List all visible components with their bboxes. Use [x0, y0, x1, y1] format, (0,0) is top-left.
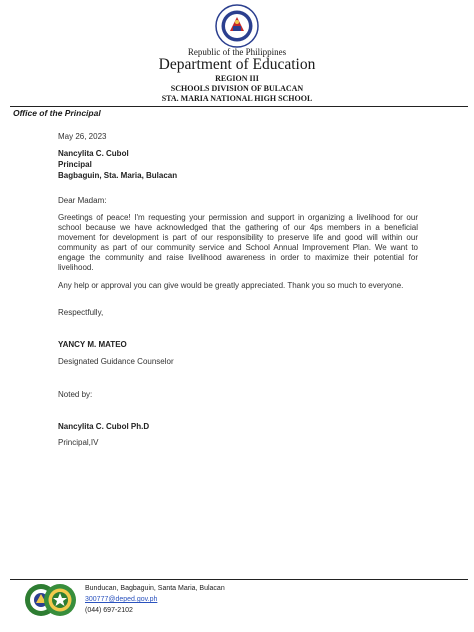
footer-phone: (044) 697-2102: [85, 607, 133, 614]
closing: Respectfully,: [58, 308, 104, 317]
republic-line: Republic of the Philippines: [187, 47, 287, 57]
recipient-address: Bagbaguin, Sta. Maria, Bulacan: [58, 171, 178, 180]
recipient-name: Nancylita C. Cubol: [58, 149, 129, 158]
letter-date: May 26, 2023: [58, 132, 107, 141]
division-line: SCHOOLS DIVISION OF BULACAN: [170, 84, 304, 93]
footer-divider: [10, 579, 468, 580]
deped-seal-icon: [215, 4, 259, 48]
body-paragraph-1: Greetings of peace! I'm requesting your permission and support in organizing a livelihood for our school because we have acknowledged that the gathering of our 4ps members in a beneficial movement for development is part of our responsibility to preserve life and good will within our community as part of our community service and School Annual Improvement Plan. We want to engage the community and raise livelihood awareness in order to maximize their potential for livelihood.: [58, 213, 418, 272]
noted-by-title: Principal,IV: [58, 438, 99, 447]
recipient-title: Principal: [58, 160, 92, 169]
salutation: Dear Madam:: [58, 196, 107, 205]
header-divider: [10, 106, 468, 107]
region-line: REGION III: [215, 74, 259, 83]
signatory-title: Designated Guidance Counselor: [58, 357, 174, 366]
noted-by-label: Noted by:: [58, 390, 93, 399]
body-paragraph-2: Any help or approval you can give would be greatly appreciated. Thank you so much to everyone.: [58, 281, 404, 290]
footer-address: Bunducan, Bagbaguin, Santa Maria, Bulacan: [85, 585, 225, 592]
office-label: Office of the Principal: [13, 108, 101, 118]
school-name: STA. MARIA NATIONAL HIGH SCHOOL: [161, 94, 313, 103]
noted-by-name: Nancylita C. Cubol Ph.D: [58, 422, 150, 431]
school-seal-icon: [43, 583, 77, 617]
signatory-name: YANCY M. MATEO: [58, 340, 127, 349]
footer-email-link[interactable]: 300777@deped.gov.ph: [85, 596, 158, 603]
department-name: Department of Education: [158, 56, 316, 73]
